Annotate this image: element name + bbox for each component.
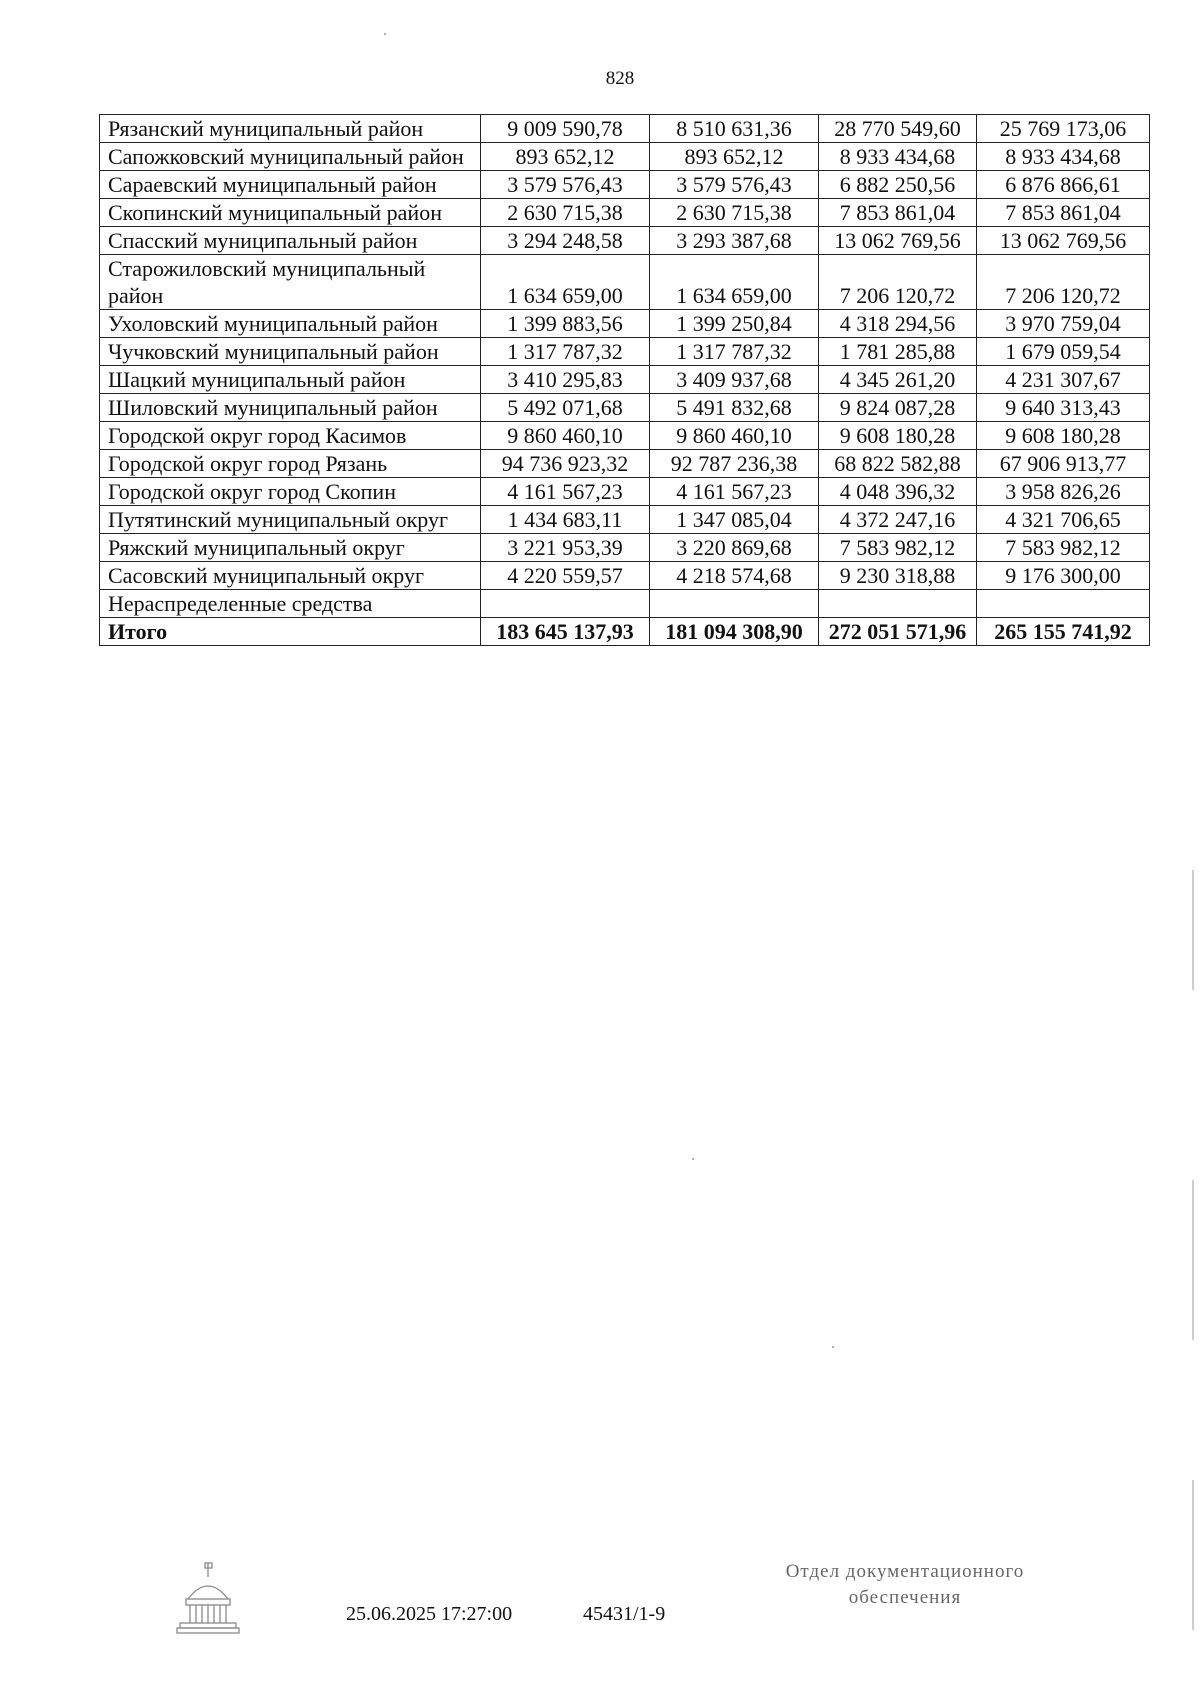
value-col-3: 7 206 120,72 [819,255,977,310]
municipality-name: Спасский муниципальный район [100,227,481,255]
value-col-3: 28 770 549,60 [819,115,977,143]
scan-edge-mark [1192,1480,1194,1630]
municipality-name: Рязанский муниципальный район [100,115,481,143]
table-body [100,115,1150,646]
registration-number: 45431/1-9 [583,1603,666,1625]
municipality-name: Скопинский муниципальный район [100,199,481,227]
value-col-2: 181 094 308,90 [650,618,819,646]
value-col-2: 3 409 937,68 [650,366,819,394]
scan-speck [384,33,386,35]
value-col-2: 8 510 631,36 [650,115,819,143]
table-row [100,394,1150,422]
total-label: Итого [100,618,481,646]
value-col-4: 7 853 861,04 [977,199,1150,227]
table-row [100,422,1150,450]
value-col-3: 4 318 294,56 [819,310,977,338]
table-row [100,562,1150,590]
value-col-2: 1 399 250,84 [650,310,819,338]
value-col-3: 6 882 250,56 [819,171,977,199]
value-col-1: 9 860 460,10 [481,422,650,450]
value-col-3: 7 853 861,04 [819,199,977,227]
value-col-1: 94 736 923,32 [481,450,650,478]
value-col-4: 3 958 826,26 [977,478,1150,506]
value-col-3: 9 230 318,88 [819,562,977,590]
scan-edge-mark [1192,1180,1194,1340]
value-col-3: 68 822 582,88 [819,450,977,478]
value-col-4: 3 970 759,04 [977,310,1150,338]
value-col-2: 92 787 236,38 [650,450,819,478]
municipality-name: Сараевский муниципальный район [100,171,481,199]
table-row [100,199,1150,227]
value-col-4: 265 155 741,92 [977,618,1150,646]
value-col-4: 67 906 913,77 [977,450,1150,478]
scan-speck [832,1346,834,1348]
table-row [100,450,1150,478]
document-datetime: 25.06.2025 17:27:00 [346,1603,513,1625]
scan-speck [692,1158,694,1160]
value-col-3: 7 583 982,12 [819,534,977,562]
value-col-4: 9 640 313,43 [977,394,1150,422]
value-col-1: 183 645 137,93 [481,618,650,646]
table-row [100,171,1150,199]
value-col-4: 9 608 180,28 [977,422,1150,450]
value-col-3: 1 781 285,88 [819,338,977,366]
municipality-name: Сасовский муниципальный округ [100,562,481,590]
value-col-1: 1 434 683,11 [481,506,650,534]
municipality-name: Шацкий муниципальный район [100,366,481,394]
municipality-name: Городской округ город Касимов [100,422,481,450]
value-col-1: 3 221 953,39 [481,534,650,562]
value-col-1: 9 009 590,78 [481,115,650,143]
value-col-4: 13 062 769,56 [977,227,1150,255]
value-col-1: 1 634 659,00 [481,255,650,310]
table-row [100,310,1150,338]
value-col-2: 1 634 659,00 [650,255,819,310]
page-number: 828 [605,68,635,89]
value-col-2: 3 579 576,43 [650,171,819,199]
table-row [100,366,1150,394]
municipality-name: Городской округ город Скопин [100,478,481,506]
table-row [100,534,1150,562]
value-col-2: 4 218 574,68 [650,562,819,590]
value-col-1: 4 220 559,57 [481,562,650,590]
municipality-name: Старожиловский муниципальный район [100,255,481,310]
value-col-4: 6 876 866,61 [977,171,1150,199]
value-col-3: 4 372 247,16 [819,506,977,534]
value-col-1: 4 161 567,23 [481,478,650,506]
value-col-3: 9 608 180,28 [819,422,977,450]
table-row [100,227,1150,255]
table-row [100,478,1150,506]
value-col-2: 3 220 869,68 [650,534,819,562]
value-col-3: 4 048 396,32 [819,478,977,506]
value-col-2: 9 860 460,10 [650,422,819,450]
value-col-1: 1 399 883,56 [481,310,650,338]
value-col-2: 1 317 787,32 [650,338,819,366]
value-col-1: 5 492 071,68 [481,394,650,422]
table-row [100,506,1150,534]
value-col-4: 25 769 173,06 [977,115,1150,143]
table-row [100,338,1150,366]
budget-table [99,114,1150,646]
value-col-1: 3 579 576,43 [481,171,650,199]
value-col-4: 9 176 300,00 [977,562,1150,590]
value-col-3: 9 824 087,28 [819,394,977,422]
value-col-2: 893 652,12 [650,143,819,171]
value-col-3: 8 933 434,68 [819,143,977,171]
value-col-2: 4 161 567,23 [650,478,819,506]
value-col-1: 3 294 248,58 [481,227,650,255]
value-col-4: 7 583 982,12 [977,534,1150,562]
table-row [100,590,1150,618]
value-col-2: 1 347 085,04 [650,506,819,534]
stamp-line-2: обеспечения [848,1587,962,1608]
value-col-4: 4 321 706,65 [977,506,1150,534]
municipality-name: Нераспределенные средства [100,590,481,618]
table-row [100,143,1150,171]
value-col-4: 7 206 120,72 [977,255,1150,310]
value-col-4: 1 679 059,54 [977,338,1150,366]
value-col-1: 893 652,12 [481,143,650,171]
scan-edge-mark [1192,870,1194,990]
value-col-1: 1 317 787,32 [481,338,650,366]
department-stamp [740,1559,1070,1611]
value-col-3 [819,590,977,618]
value-col-3: 13 062 769,56 [819,227,977,255]
stamp-line-1: Отдел документационного [785,1561,1025,1582]
value-col-3: 272 051 571,96 [819,618,977,646]
value-col-2: 5 491 832,68 [650,394,819,422]
table-row [100,255,1150,310]
value-col-1 [481,590,650,618]
value-col-3: 4 345 261,20 [819,366,977,394]
municipality-name: Путятинский муниципальный округ [100,506,481,534]
value-col-1: 2 630 715,38 [481,199,650,227]
municipality-name: Городской округ город Рязань [100,450,481,478]
municipality-name: Шиловский муниципальный район [100,394,481,422]
value-col-2 [650,590,819,618]
municipality-name: Ухоловский муниципальный район [100,310,481,338]
building-emblem-icon [176,1561,240,1635]
municipality-name: Ряжский муниципальный округ [100,534,481,562]
municipality-name: Чучковский муниципальный район [100,338,481,366]
total-row [100,618,1150,646]
value-col-4: 4 231 307,67 [977,366,1150,394]
value-col-4: 8 933 434,68 [977,143,1150,171]
value-col-4 [977,590,1150,618]
municipality-name: Сапожковский муниципальный район [100,143,481,171]
table-row [100,115,1150,143]
value-col-2: 2 630 715,38 [650,199,819,227]
value-col-1: 3 410 295,83 [481,366,650,394]
value-col-2: 3 293 387,68 [650,227,819,255]
